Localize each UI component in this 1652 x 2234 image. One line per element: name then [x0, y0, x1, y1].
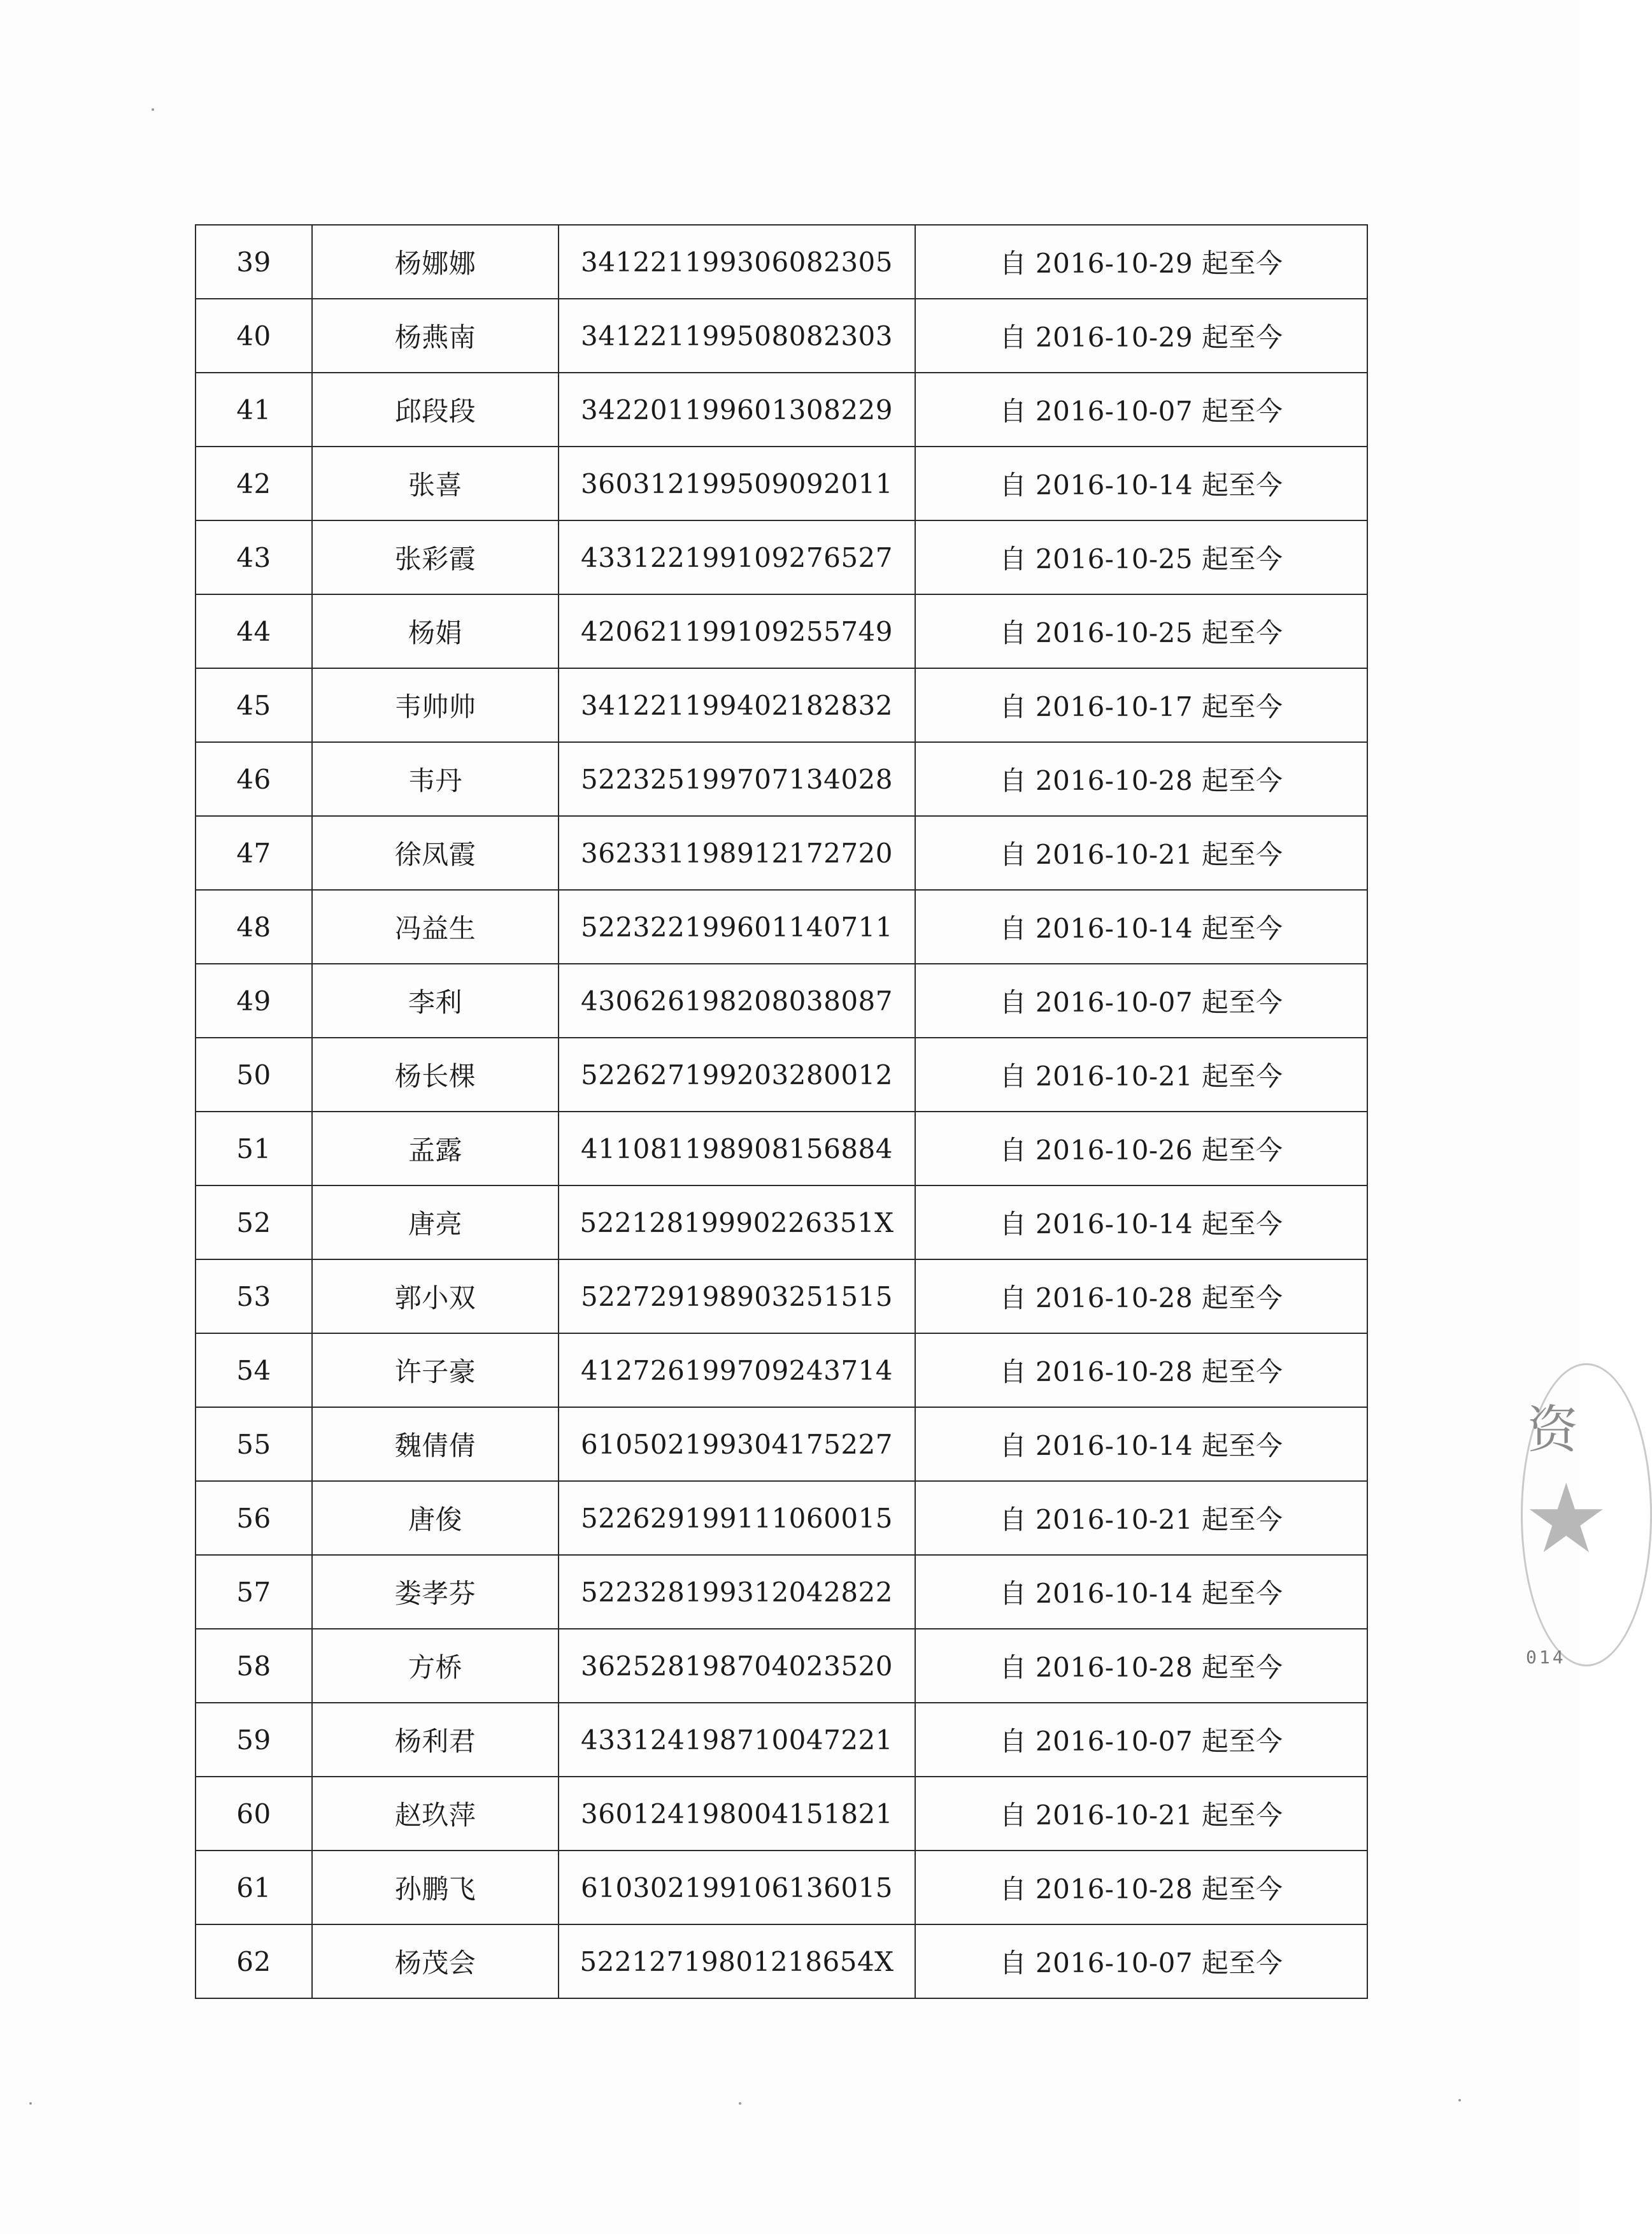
table-row: [196, 1703, 1367, 1777]
name-cell: 韦帅帅: [312, 668, 559, 742]
table-row: [196, 668, 1367, 742]
name-cell: 娄孝芬: [312, 1555, 559, 1629]
table-row: [196, 816, 1367, 890]
row-number-cell: 52: [196, 1185, 312, 1259]
table-row: [196, 1333, 1367, 1407]
period-cell: 自 2016-10-07 起至今: [915, 1703, 1367, 1777]
table-row: [196, 520, 1367, 594]
id-number-cell: 411081198908156884: [559, 1112, 915, 1185]
employee-table-body: [196, 225, 1367, 1998]
row-number-cell: 57: [196, 1555, 312, 1629]
id-number-cell: 341221199306082305: [559, 225, 915, 299]
row-number-cell: 48: [196, 890, 312, 964]
period-cell: 自 2016-10-29 起至今: [915, 299, 1367, 373]
name-cell: 许子豪: [312, 1333, 559, 1407]
seal-character: 资: [1527, 1400, 1578, 1459]
row-number-cell: 61: [196, 1851, 312, 1924]
id-number-cell: 522322199601140711: [559, 890, 915, 964]
table-row: [196, 447, 1367, 520]
row-number-cell: 50: [196, 1038, 312, 1112]
row-number-cell: 60: [196, 1777, 312, 1851]
id-number-cell: 341221199402182832: [559, 668, 915, 742]
row-number-cell: 59: [196, 1703, 312, 1777]
name-cell: 张彩霞: [312, 520, 559, 594]
table-row: [196, 1555, 1367, 1629]
id-number-cell: 362331198912172720: [559, 816, 915, 890]
name-cell: 赵玖萍: [312, 1777, 559, 1851]
row-number-cell: 40: [196, 299, 312, 373]
id-number-cell: 522629199111060015: [559, 1481, 915, 1555]
row-number-cell: 41: [196, 373, 312, 447]
name-cell: 邱段段: [312, 373, 559, 447]
period-cell: 自 2016-10-07 起至今: [915, 1924, 1367, 1998]
table-row: [196, 890, 1367, 964]
row-number-cell: 46: [196, 742, 312, 816]
period-cell: 自 2016-10-28 起至今: [915, 1333, 1367, 1407]
period-cell: 自 2016-10-21 起至今: [915, 1038, 1367, 1112]
table-row: [196, 1112, 1367, 1185]
seal-star-icon: ★: [1523, 1464, 1609, 1575]
employee-table: [195, 224, 1368, 1999]
period-cell: 自 2016-10-14 起至今: [915, 1407, 1367, 1481]
name-cell: 杨娜娜: [312, 225, 559, 299]
name-cell: 郭小双: [312, 1259, 559, 1333]
period-cell: 自 2016-10-28 起至今: [915, 742, 1367, 816]
id-number-cell: 52212719801218654X: [559, 1924, 915, 1998]
period-cell: 自 2016-10-25 起至今: [915, 520, 1367, 594]
table-row: [196, 1407, 1367, 1481]
id-number-cell: 522627199203280012: [559, 1038, 915, 1112]
table-row: [196, 1038, 1367, 1112]
id-number-cell: 522325199707134028: [559, 742, 915, 816]
id-number-cell: 433122199109276527: [559, 520, 915, 594]
row-number-cell: 55: [196, 1407, 312, 1481]
row-number-cell: 49: [196, 964, 312, 1038]
period-cell: 自 2016-10-14 起至今: [915, 1185, 1367, 1259]
table-row: [196, 594, 1367, 668]
scan-speck: [1458, 2099, 1461, 2102]
row-number-cell: 62: [196, 1924, 312, 1998]
row-number-cell: 58: [196, 1629, 312, 1703]
period-cell: 自 2016-10-07 起至今: [915, 964, 1367, 1038]
id-number-cell: 522328199312042822: [559, 1555, 915, 1629]
seal-code: 014: [1526, 1647, 1566, 1668]
name-cell: 杨燕南: [312, 299, 559, 373]
name-cell: 杨利君: [312, 1703, 559, 1777]
name-cell: 唐亮: [312, 1185, 559, 1259]
id-number-cell: 522729198903251515: [559, 1259, 915, 1333]
name-cell: 杨茂会: [312, 1924, 559, 1998]
period-cell: 自 2016-10-28 起至今: [915, 1259, 1367, 1333]
name-cell: 孟露: [312, 1112, 559, 1185]
period-cell: 自 2016-10-25 起至今: [915, 594, 1367, 668]
table-row: [196, 1629, 1367, 1703]
row-number-cell: 45: [196, 668, 312, 742]
table-row: [196, 1185, 1367, 1259]
table-row: [196, 373, 1367, 447]
period-cell: 自 2016-10-28 起至今: [915, 1851, 1367, 1924]
row-number-cell: 56: [196, 1481, 312, 1555]
table-row: [196, 1851, 1367, 1924]
period-cell: 自 2016-10-07 起至今: [915, 373, 1367, 447]
row-number-cell: 47: [196, 816, 312, 890]
table-row: [196, 1259, 1367, 1333]
id-number-cell: 430626198208038087: [559, 964, 915, 1038]
id-number-cell: 342201199601308229: [559, 373, 915, 447]
id-number-cell: 360124198004151821: [559, 1777, 915, 1851]
period-cell: 自 2016-10-14 起至今: [915, 447, 1367, 520]
name-cell: 冯益生: [312, 890, 559, 964]
name-cell: 唐俊: [312, 1481, 559, 1555]
name-cell: 方桥: [312, 1629, 559, 1703]
name-cell: 杨长棵: [312, 1038, 559, 1112]
table-row: [196, 1481, 1367, 1555]
name-cell: 魏倩倩: [312, 1407, 559, 1481]
period-cell: 自 2016-10-28 起至今: [915, 1629, 1367, 1703]
table-row: [196, 964, 1367, 1038]
scan-speck: [29, 2102, 32, 2105]
id-number-cell: 420621199109255749: [559, 594, 915, 668]
name-cell: 李利: [312, 964, 559, 1038]
period-cell: 自 2016-10-29 起至今: [915, 225, 1367, 299]
table-row: [196, 1777, 1367, 1851]
name-cell: 杨娟: [312, 594, 559, 668]
period-cell: 自 2016-10-26 起至今: [915, 1112, 1367, 1185]
id-number-cell: 52212819990226351X: [559, 1185, 915, 1259]
table-row: [196, 1924, 1367, 1998]
id-number-cell: 341221199508082303: [559, 299, 915, 373]
scan-speck: [739, 2102, 741, 2105]
row-number-cell: 44: [196, 594, 312, 668]
row-number-cell: 53: [196, 1259, 312, 1333]
period-cell: 自 2016-10-14 起至今: [915, 1555, 1367, 1629]
period-cell: 自 2016-10-17 起至今: [915, 668, 1367, 742]
row-number-cell: 54: [196, 1333, 312, 1407]
id-number-cell: 433124198710047221: [559, 1703, 915, 1777]
period-cell: 自 2016-10-21 起至今: [915, 816, 1367, 890]
id-number-cell: 362528198704023520: [559, 1629, 915, 1703]
id-number-cell: 610502199304175227: [559, 1407, 915, 1481]
id-number-cell: 610302199106136015: [559, 1851, 915, 1924]
row-number-cell: 42: [196, 447, 312, 520]
period-cell: 自 2016-10-21 起至今: [915, 1481, 1367, 1555]
period-cell: 自 2016-10-21 起至今: [915, 1777, 1367, 1851]
row-number-cell: 43: [196, 520, 312, 594]
row-number-cell: 39: [196, 225, 312, 299]
partial-seal-stamp: [1514, 1350, 1609, 1682]
name-cell: 张喜: [312, 447, 559, 520]
table-row: [196, 299, 1367, 373]
row-number-cell: 51: [196, 1112, 312, 1185]
period-cell: 自 2016-10-14 起至今: [915, 890, 1367, 964]
table-row: [196, 225, 1367, 299]
name-cell: 孙鹏飞: [312, 1851, 559, 1924]
name-cell: 韦丹: [312, 742, 559, 816]
id-number-cell: 360312199509092011: [559, 447, 915, 520]
name-cell: 徐凤霞: [312, 816, 559, 890]
scan-speck: [152, 108, 154, 111]
table-row: [196, 742, 1367, 816]
id-number-cell: 412726199709243714: [559, 1333, 915, 1407]
